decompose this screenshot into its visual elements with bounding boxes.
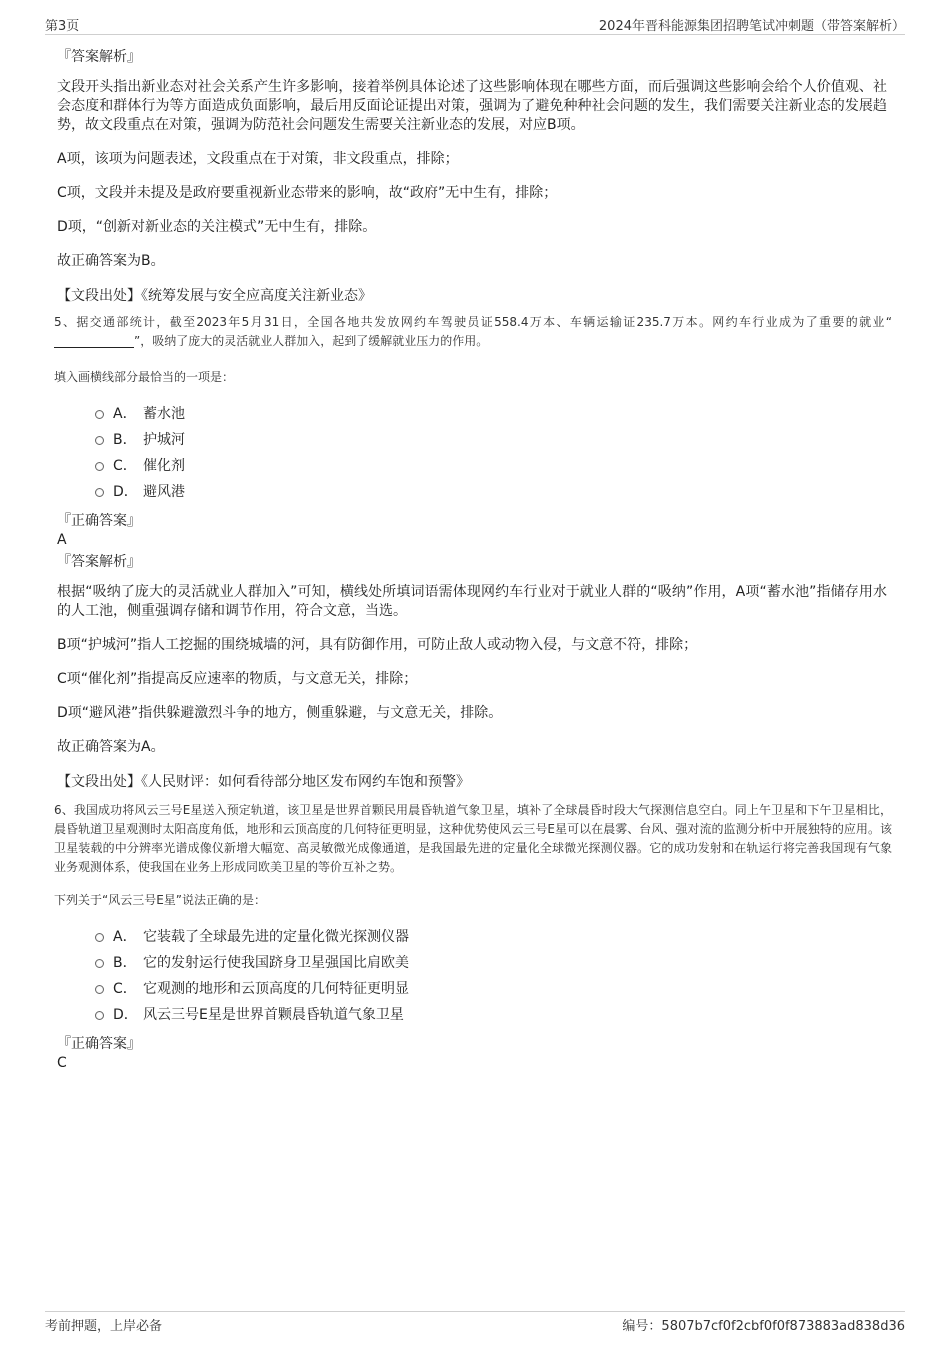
analysis-label: 『答案解析』 [57,554,141,570]
radio-icon[interactable] [95,488,104,497]
page-footer [45,1311,905,1334]
radio-icon[interactable] [95,1011,104,1020]
page-header [45,14,905,35]
correct-answer: C [57,1055,67,1071]
radio-icon[interactable] [95,933,104,942]
question-stem-part: 5、据交通部统计，截至2023年5月31日，全国各地共发放网约车驾驶员证558.4万本、车辆运输证235.7万本。网约车行业成为了重要的就业“ [54,315,892,329]
option-a[interactable]: A． 它装载了全球最先进的定量化微光探测仪器 [95,924,887,950]
option-d[interactable]: D． 避风港 [95,479,887,505]
question-prompt: 填入画横线部分最恰当的一项是： [54,370,235,384]
document-code: 编号：5807b7cf0f2cbf0f0f873883ad838d36 [622,1319,905,1334]
option-c[interactable]: C． 它观测的地形和云顶高度的几何特征更明显 [95,976,887,1002]
radio-icon[interactable] [95,462,104,471]
radio-icon[interactable] [95,985,104,994]
analysis-paragraph: D项，“创新对新业态的关注模式”无中生有，排除。 [57,219,377,235]
analysis-paragraph: 根据“吸纳了庞大的灵活就业人群加入”可知，横线处所填词语需体现网约车行业对于就业人群的“吸纳”作用，A项“蓄水池”指储存用水的人工池，侧重强调存储和调节作用，符合文意，当选。 [57,584,887,619]
option-list [57,924,887,1028]
question-stem-part: ”，吸纳了庞大的灵活就业人群加入，起到了缓解就业压力的作用。 [134,334,489,348]
option-a[interactable]: A． 蓄水池 [95,401,887,427]
option-b[interactable]: B． 它的发射运行使我国跻身卫星强国比肩欧美 [95,950,887,976]
correct-answer: A [57,532,67,548]
document-title: 2024年晋科能源集团招聘笔试冲刺题（带答案解析） [598,19,905,34]
question-stem: 6、我国成功将风云三号E星送入预定轨道，该卫星是世界首颗民用晨昏轨道气象卫星，填补了全球晨昏时段大气探测信息空白。同上午卫星和下午卫星相比，晨昏轨道卫星观测时太阳高度角低，地形和云顶高度的几何特征更明显，这种优势使风云三号E星可以在晨雾、台风、强对流的监测分析中开展独特的应用。该卫星装载的中分辨率光谱成像仪新增大幅宽、高灵敏微光成像通道，是我国最先进的定量化全球微光探测仪器。它的成功发射和在轨运行将完善我国现有气象业务观测体系，使我国在业务上形成同欧美卫星的等价互补之势。 [54,803,892,874]
analysis-paragraph: C项，文段并未提及是政府要重视新业态带来的影响，故“政府”无中生有，排除； [57,185,558,201]
source-citation: 【文段出处】《统筹发展与安全应高度关注新业态》 [57,288,372,304]
analysis-paragraph: 文段开头指出新业态对社会关系产生许多影响，接着举例具体论述了这些影响体现在哪些方面，而后强调这些影响会给个人价值观、社会态度和群体行为等方面造成负面影响，最后用反面论证提出对策，强调为了避免种种社会问题的发生，我们需要关注新业态的发展趋势，故文段重点在对策，强调为防范社会问题发生需要关注新业态的发展，对应B项。 [57,79,887,133]
analysis-conclusion: 故正确答案为A。 [57,739,165,755]
analysis-label: 『答案解析』 [57,49,141,65]
correct-answer-label: 『正确答案』 [57,513,141,529]
correct-answer-label: 『正确答案』 [57,1036,141,1052]
option-list [57,401,887,505]
analysis-paragraph: A项，该项为问题表述，文段重点在于对策，非文段重点，排除； [57,151,459,167]
page-content [54,44,892,1072]
source-citation: 【文段出处】《人民财评：如何看待部分地区发布网约车饱和预警》 [57,774,470,790]
radio-icon[interactable] [95,436,104,445]
page-number: 第3页 [45,19,80,34]
fill-blank [54,335,134,348]
radio-icon[interactable] [95,959,104,968]
analysis-conclusion: 故正确答案为B。 [57,253,165,269]
radio-icon[interactable] [95,410,104,419]
analysis-paragraph: D项“避风港”指供躲避激烈斗争的地方，侧重躲避，与文意无关，排除。 [57,705,503,721]
option-c[interactable]: C． 催化剂 [95,453,887,479]
footer-slogan: 考前押题，上岸必备 [45,1319,163,1334]
option-b[interactable]: B． 护城河 [95,427,887,453]
analysis-paragraph: B项“护城河”指人工挖掘的围绕城墙的河，具有防御作用，可防止敌人或动物入侵，与文意不符，排除； [57,637,698,653]
question-prompt: 下列关于“风云三号E星”说法正确的是： [54,893,267,907]
analysis-paragraph: C项“催化剂”指提高反应速率的物质，与文意无关，排除； [57,671,418,687]
option-d[interactable]: D． 风云三号E星是世界首颗晨昏轨道气象卫星 [95,1002,887,1028]
question-stem [54,313,892,351]
